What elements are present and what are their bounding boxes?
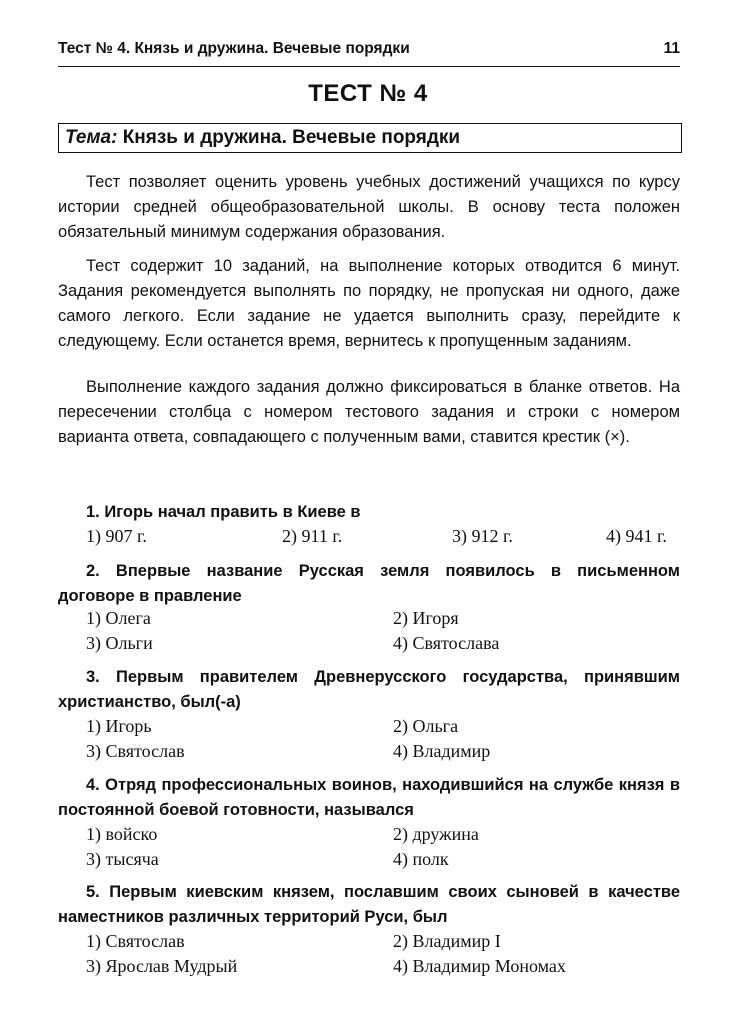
running-header — [58, 40, 680, 58]
question-3-option-4[interactable]: 4) Владимир — [393, 741, 491, 761]
topic-label: Тема: — [65, 127, 118, 148]
header-divider — [58, 66, 680, 67]
intro-paragraph-2: Тест содержит 10 заданий, на выполнение которых отводится 6 минут. Задания рекомендуется выполнять по порядку, не пропуская ни одного, даже самого легкого. Если задание не удается выполнить сразу, перейдите к следующему. Если останется время, вернитесь к пропущенным заданиям. — [58, 257, 680, 350]
question-5-option-4[interactable]: 4) Владимир Мономах — [393, 956, 566, 976]
question-1-option-1[interactable]: 1) 907 г. — [86, 526, 147, 546]
intro-paragraph-3: Выполнение каждого задания должно фиксироваться в бланке ответов. На пересечении столбца с номером тестового задания и строки с номером варианта ответа, совпадающего с полученным вами, ставится крестик (×). — [58, 378, 680, 446]
question-2-option-1[interactable]: 1) Олега — [86, 608, 151, 628]
question-3-option-2[interactable]: 2) Ольга — [393, 716, 459, 736]
question-2-text: 2. Впервые название Русская земля появилось в письменном договоре в правление — [58, 562, 680, 605]
question-4-answers — [86, 822, 680, 872]
question-4-option-2[interactable]: 2) дружина — [393, 824, 479, 844]
question-1-text: 1. Игорь начал править в Киеве в — [86, 503, 361, 521]
question-1-option-2[interactable]: 2) 911 г. — [282, 526, 343, 546]
question-4-option-1[interactable]: 1) войско — [86, 824, 158, 844]
question-5-option-3[interactable]: 3) Ярослав Мудрый — [86, 956, 238, 976]
question-1-answers — [86, 524, 680, 549]
question-2-option-4[interactable]: 4) Святослава — [393, 633, 500, 653]
question-2-option-3[interactable]: 3) Ольги — [86, 633, 153, 653]
page-number: 11 — [663, 40, 680, 57]
question-5-text: 5. Первым киевским князем, пославшим своих сыновей в качестве наместников различных территорий Руси, был — [58, 883, 680, 926]
question-5-option-2[interactable]: 2) Владимир I — [393, 931, 501, 951]
intro-paragraph-1: Тест позволяет оценить уровень учебных достижений учащихся по курсу истории средней общеобразовательной школы. В основу теста положен обязательный минимум содержания образования. — [58, 173, 680, 241]
question-3-option-1[interactable]: 1) Игорь — [86, 716, 152, 736]
question-5-answers — [86, 929, 680, 979]
question-4-option-4[interactable]: 4) полк — [393, 849, 449, 869]
test-title: ТЕСТ № 4 — [308, 80, 428, 107]
topic-text: Князь и дружина. Вечевые порядки — [122, 127, 461, 148]
topic-box — [58, 123, 682, 153]
question-2-option-2[interactable]: 2) Игоря — [393, 608, 459, 628]
running-title: Тест № 4. Князь и дружина. Вечевые порядки — [58, 40, 410, 57]
question-4-option-3[interactable]: 3) тысяча — [86, 849, 159, 869]
question-4-text: 4. Отряд профессиональных воинов, находившийся на службе князя в постоянной боевой готовности, назывался — [58, 776, 680, 819]
question-3-text: 3. Первым правителем Древнерусского государства, принявшим христианство, был(-а) — [58, 668, 680, 711]
question-3-answers — [86, 714, 680, 764]
question-5-option-1[interactable]: 1) Святослав — [86, 931, 185, 951]
question-1-option-4[interactable]: 4) 941 г. — [606, 526, 667, 546]
question-3-option-3[interactable]: 3) Святослав — [86, 741, 185, 761]
question-1-option-3[interactable]: 3) 912 г. — [452, 526, 513, 546]
question-2-answers — [86, 606, 680, 656]
